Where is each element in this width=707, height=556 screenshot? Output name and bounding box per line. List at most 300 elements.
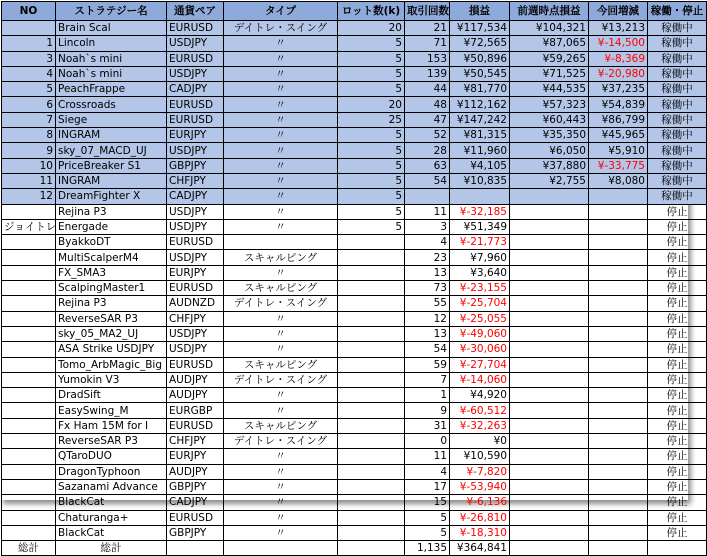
status-cell: 停止 bbox=[648, 204, 707, 219]
table-row[interactable] bbox=[2, 173, 707, 188]
header-type[interactable]: タイプ bbox=[224, 2, 338, 21]
diff-amount bbox=[589, 311, 648, 326]
status-cell: 停止 bbox=[648, 403, 707, 418]
strategy-type: 〃 bbox=[224, 143, 338, 158]
trade-count: 13 bbox=[405, 265, 450, 280]
profit-loss: ¥10,590 bbox=[450, 449, 510, 464]
lot-size bbox=[338, 464, 405, 479]
table-row[interactable] bbox=[2, 219, 707, 234]
lot-size bbox=[338, 250, 405, 265]
status-cell: 停止 bbox=[648, 388, 707, 403]
table-row[interactable] bbox=[2, 311, 707, 326]
strategy-type: スキャルピング bbox=[224, 281, 338, 296]
currency-pair: EURUSD bbox=[167, 357, 224, 372]
table-row[interactable] bbox=[2, 403, 707, 418]
status-cell: 稼働中 bbox=[648, 128, 707, 143]
diff-amount bbox=[589, 342, 648, 357]
strategy-name: ReverseSAR P3 bbox=[56, 311, 167, 326]
profit-loss: ¥147,242 bbox=[450, 112, 510, 127]
strategy-type: スキャルピング bbox=[224, 418, 338, 433]
prev-profit-loss bbox=[510, 204, 589, 219]
prev-profit-loss bbox=[510, 418, 589, 433]
header-lot[interactable]: ロット数(k) bbox=[338, 2, 405, 21]
diff-amount: ¥-14,500 bbox=[589, 36, 648, 51]
profit-loss: ¥-60,512 bbox=[450, 403, 510, 418]
table-row[interactable] bbox=[2, 36, 707, 51]
lot-size bbox=[338, 296, 405, 311]
lot-size bbox=[338, 510, 405, 525]
status-cell: 稼働中 bbox=[648, 36, 707, 51]
profit-loss: ¥50,545 bbox=[450, 66, 510, 81]
strategy-type: 〃 bbox=[224, 82, 338, 97]
profit-loss: ¥81,315 bbox=[450, 128, 510, 143]
table-row[interactable] bbox=[2, 510, 707, 525]
row-no: 1 bbox=[2, 36, 56, 51]
strategy-name: DreamFighter X bbox=[56, 189, 167, 204]
lot-size bbox=[338, 434, 405, 449]
total-label-2: 総計 bbox=[56, 541, 167, 556]
row-no bbox=[2, 357, 56, 372]
table-row[interactable] bbox=[2, 372, 707, 387]
prev-profit-loss bbox=[510, 525, 589, 540]
strategy-type: スキャルピング bbox=[224, 250, 338, 265]
table-row[interactable] bbox=[2, 525, 707, 540]
table-row[interactable] bbox=[2, 495, 707, 510]
currency-pair: USDJPY bbox=[167, 36, 224, 51]
lot-size bbox=[338, 479, 405, 494]
currency-pair: GBPJPY bbox=[167, 479, 224, 494]
strategy-type: 〃 bbox=[224, 403, 338, 418]
strategy-name: DragonTyphoon bbox=[56, 464, 167, 479]
row-no bbox=[2, 495, 56, 510]
status-cell: 停止 bbox=[648, 434, 707, 449]
status-cell: 停止 bbox=[648, 235, 707, 250]
status-cell: 停止 bbox=[648, 357, 707, 372]
status-cell: 稼働中 bbox=[648, 143, 707, 158]
strategy-type: 〃 bbox=[224, 525, 338, 540]
prev-profit-loss bbox=[510, 357, 589, 372]
diff-amount bbox=[589, 403, 648, 418]
lot-size: 5 bbox=[338, 219, 405, 234]
profit-loss: ¥-6,136 bbox=[450, 495, 510, 510]
strategy-name: sky_07_MACD_UJ bbox=[56, 143, 167, 158]
trade-count: 12 bbox=[405, 311, 450, 326]
trade-count: 11 bbox=[405, 204, 450, 219]
prev-profit-loss: ¥71,525 bbox=[510, 66, 589, 81]
row-no bbox=[2, 296, 56, 311]
strategy-name: Noah`s mini bbox=[56, 51, 167, 66]
header-trades[interactable]: 取引回数 bbox=[405, 2, 450, 21]
currency-pair: CHFJPY bbox=[167, 173, 224, 188]
table-row[interactable] bbox=[2, 128, 707, 143]
header-prev-pl[interactable]: 前週時点損益 bbox=[510, 2, 589, 21]
diff-amount: ¥45,965 bbox=[589, 128, 648, 143]
table-row[interactable] bbox=[2, 143, 707, 158]
strategy-name: INGRAM bbox=[56, 173, 167, 188]
lot-size: 20 bbox=[338, 21, 405, 36]
table-row[interactable] bbox=[2, 326, 707, 341]
row-no: 5 bbox=[2, 82, 56, 97]
row-no bbox=[2, 235, 56, 250]
diff-amount bbox=[589, 326, 648, 341]
table-row[interactable] bbox=[2, 281, 707, 296]
table-row[interactable] bbox=[2, 250, 707, 265]
profit-loss: ¥-25,055 bbox=[450, 311, 510, 326]
currency-pair: CHFJPY bbox=[167, 311, 224, 326]
prev-profit-loss: ¥87,065 bbox=[510, 36, 589, 51]
currency-pair: EURUSD bbox=[167, 510, 224, 525]
diff-amount: ¥5,910 bbox=[589, 143, 648, 158]
profit-loss: ¥-18,310 bbox=[450, 525, 510, 540]
strategy-type: デイトレ・スイング bbox=[224, 21, 338, 36]
strategy-name: BlackCat bbox=[56, 525, 167, 540]
strategy-name: DradSift bbox=[56, 388, 167, 403]
table-row[interactable] bbox=[2, 97, 707, 112]
currency-pair: USDJPY bbox=[167, 250, 224, 265]
strategy-name: Tomo_ArbMagic_Big bbox=[56, 357, 167, 372]
diff-amount bbox=[589, 418, 648, 433]
prev-profit-loss: ¥2,755 bbox=[510, 173, 589, 188]
lot-size: 5 bbox=[338, 173, 405, 188]
trade-count: 17 bbox=[405, 479, 450, 494]
diff-amount bbox=[589, 510, 648, 525]
status-cell: 稼働中 bbox=[648, 158, 707, 173]
prev-profit-loss bbox=[510, 326, 589, 341]
status-cell: 停止 bbox=[648, 449, 707, 464]
lot-size bbox=[338, 495, 405, 510]
diff-amount: ¥86,799 bbox=[589, 112, 648, 127]
diff-amount bbox=[589, 265, 648, 280]
strategy-type: 〃 bbox=[224, 510, 338, 525]
strategy-type: 〃 bbox=[224, 97, 338, 112]
trade-count: 63 bbox=[405, 158, 450, 173]
trade-count: 59 bbox=[405, 357, 450, 372]
lot-size bbox=[338, 372, 405, 387]
strategy-name: Rejina P3 bbox=[56, 204, 167, 219]
row-no: 6 bbox=[2, 97, 56, 112]
diff-amount bbox=[589, 388, 648, 403]
profit-loss: ¥0 bbox=[450, 434, 510, 449]
lot-size: 5 bbox=[338, 158, 405, 173]
diff-amount bbox=[589, 372, 648, 387]
row-no bbox=[2, 311, 56, 326]
status-cell: 停止 bbox=[648, 464, 707, 479]
diff-amount: ¥-20,980 bbox=[589, 66, 648, 81]
trade-count: 7 bbox=[405, 372, 450, 387]
status-cell: 停止 bbox=[648, 311, 707, 326]
trade-count: 4 bbox=[405, 464, 450, 479]
table-row[interactable] bbox=[2, 464, 707, 479]
total-pl: ¥364,841 bbox=[450, 541, 510, 556]
currency-pair: CADJPY bbox=[167, 189, 224, 204]
prev-profit-loss bbox=[510, 311, 589, 326]
currency-pair: AUDJPY bbox=[167, 464, 224, 479]
trade-count: 11 bbox=[405, 449, 450, 464]
row-no bbox=[2, 342, 56, 357]
table-row[interactable] bbox=[2, 342, 707, 357]
table-row[interactable] bbox=[2, 21, 707, 36]
status-cell: 停止 bbox=[648, 281, 707, 296]
diff-amount bbox=[589, 219, 648, 234]
strategy-name: ASA Strike USDJPY bbox=[56, 342, 167, 357]
row-no: 3 bbox=[2, 51, 56, 66]
strategy-name: BlackCat bbox=[56, 495, 167, 510]
trade-count: 3 bbox=[405, 219, 450, 234]
currency-pair: EURUSD bbox=[167, 97, 224, 112]
profit-loss bbox=[450, 189, 510, 204]
strategy-type: 〃 bbox=[224, 173, 338, 188]
strategy-type: 〃 bbox=[224, 112, 338, 127]
table-row[interactable] bbox=[2, 434, 707, 449]
diff-amount bbox=[589, 449, 648, 464]
row-no bbox=[2, 250, 56, 265]
lot-size: 5 bbox=[338, 128, 405, 143]
profit-loss: ¥-27,704 bbox=[450, 357, 510, 372]
row-no: 12 bbox=[2, 189, 56, 204]
strategy-name: ByakkoDT bbox=[56, 235, 167, 250]
prev-profit-loss bbox=[510, 342, 589, 357]
trade-count: 52 bbox=[405, 128, 450, 143]
status-cell: 稼働中 bbox=[648, 66, 707, 81]
status-cell: 稼働中 bbox=[648, 173, 707, 188]
row-no bbox=[2, 265, 56, 280]
strategy-type: 〃 bbox=[224, 311, 338, 326]
prev-profit-loss bbox=[510, 235, 589, 250]
row-no: 8 bbox=[2, 128, 56, 143]
table-row[interactable] bbox=[2, 112, 707, 127]
profit-loss: ¥-21,773 bbox=[450, 235, 510, 250]
table-row[interactable] bbox=[2, 235, 707, 250]
status-cell: 停止 bbox=[648, 250, 707, 265]
strategy-type: スキャルピング bbox=[224, 357, 338, 372]
currency-pair: GBPJPY bbox=[167, 158, 224, 173]
currency-pair: EURJPY bbox=[167, 265, 224, 280]
lot-size bbox=[338, 357, 405, 372]
strategy-type: 〃 bbox=[224, 51, 338, 66]
strategy-type: 〃 bbox=[224, 128, 338, 143]
table-row[interactable] bbox=[2, 51, 707, 66]
trade-count: 73 bbox=[405, 281, 450, 296]
strategy-name: Lincoln bbox=[56, 36, 167, 51]
strategy-type: 〃 bbox=[224, 219, 338, 234]
diff-amount bbox=[589, 235, 648, 250]
strategy-type: 〃 bbox=[224, 158, 338, 173]
lot-size bbox=[338, 326, 405, 341]
row-no bbox=[2, 403, 56, 418]
currency-pair: CADJPY bbox=[167, 82, 224, 97]
diff-amount bbox=[589, 479, 648, 494]
table-row[interactable] bbox=[2, 357, 707, 372]
header-pl[interactable]: 損益 bbox=[450, 2, 510, 21]
status-cell: 停止 bbox=[648, 342, 707, 357]
prev-profit-loss: ¥6,050 bbox=[510, 143, 589, 158]
diff-amount bbox=[589, 296, 648, 311]
prev-profit-loss bbox=[510, 250, 589, 265]
profit-loss: ¥4,105 bbox=[450, 158, 510, 173]
table-row[interactable] bbox=[2, 189, 707, 204]
strategy-type: 〃 bbox=[224, 495, 338, 510]
currency-pair: EURJPY bbox=[167, 128, 224, 143]
row-no: 10 bbox=[2, 158, 56, 173]
currency-pair: EURUSD bbox=[167, 235, 224, 250]
row-no bbox=[2, 21, 56, 36]
total-trades: 1,135 bbox=[405, 541, 450, 556]
table-row[interactable] bbox=[2, 388, 707, 403]
lot-size: 20 bbox=[338, 97, 405, 112]
header-diff[interactable]: 今回増減 bbox=[589, 2, 648, 21]
lot-size bbox=[338, 525, 405, 540]
strategy-type: 〃 bbox=[224, 449, 338, 464]
prev-profit-loss bbox=[510, 403, 589, 418]
profit-loss: ¥-32,185 bbox=[450, 204, 510, 219]
strategy-name: QTaroDUO bbox=[56, 449, 167, 464]
prev-profit-loss: ¥104,321 bbox=[510, 21, 589, 36]
trade-count: 28 bbox=[405, 143, 450, 158]
table-row[interactable] bbox=[2, 158, 707, 173]
diff-amount: ¥-8,369 bbox=[589, 51, 648, 66]
row-no bbox=[2, 388, 56, 403]
strategy-name: Brain Scal bbox=[56, 21, 167, 36]
strategy-name: Noah`s mini bbox=[56, 66, 167, 81]
row-no bbox=[2, 434, 56, 449]
trade-count: 0 bbox=[405, 434, 450, 449]
profit-loss: ¥-7,820 bbox=[450, 464, 510, 479]
strategy-type: 〃 bbox=[224, 464, 338, 479]
strategy-name: Siege bbox=[56, 112, 167, 127]
prev-profit-loss bbox=[510, 296, 589, 311]
row-no bbox=[2, 510, 56, 525]
prev-profit-loss: ¥57,323 bbox=[510, 97, 589, 112]
row-no: 9 bbox=[2, 143, 56, 158]
status-cell: 稼働中 bbox=[648, 97, 707, 112]
header-status[interactable]: 稼働・停止 bbox=[648, 2, 707, 21]
strategy-name: Crossroads bbox=[56, 97, 167, 112]
diff-amount bbox=[589, 525, 648, 540]
currency-pair: AUDJPY bbox=[167, 388, 224, 403]
prev-profit-loss: ¥35,350 bbox=[510, 128, 589, 143]
status-cell: 停止 bbox=[648, 265, 707, 280]
table-row[interactable] bbox=[2, 479, 707, 494]
profit-loss: ¥-25,704 bbox=[450, 296, 510, 311]
lot-size bbox=[338, 311, 405, 326]
trade-count: 31 bbox=[405, 418, 450, 433]
status-cell: 停止 bbox=[648, 296, 707, 311]
strategy-name: INGRAM bbox=[56, 128, 167, 143]
status-cell: 停止 bbox=[648, 495, 707, 510]
trade-count: 23 bbox=[405, 250, 450, 265]
lot-size: 5 bbox=[338, 82, 405, 97]
total-row bbox=[2, 541, 707, 556]
prev-profit-loss bbox=[510, 388, 589, 403]
table-row[interactable] bbox=[2, 82, 707, 97]
trade-count: 47 bbox=[405, 112, 450, 127]
diff-amount bbox=[589, 464, 648, 479]
status-cell: 停止 bbox=[648, 525, 707, 540]
row-no bbox=[2, 479, 56, 494]
currency-pair: CHFJPY bbox=[167, 434, 224, 449]
lot-size: 5 bbox=[338, 36, 405, 51]
prev-profit-loss bbox=[510, 219, 589, 234]
profit-loss: ¥72,565 bbox=[450, 36, 510, 51]
profit-loss: ¥81,770 bbox=[450, 82, 510, 97]
lot-size bbox=[338, 235, 405, 250]
header-pair[interactable]: 通貨ペア bbox=[167, 2, 224, 21]
diff-amount bbox=[589, 495, 648, 510]
header-strategy[interactable]: ストラテジー名 bbox=[56, 2, 167, 21]
lot-size: 5 bbox=[338, 51, 405, 66]
strategy-type: デイトレ・スイング bbox=[224, 372, 338, 387]
strategy-type: 〃 bbox=[224, 265, 338, 280]
status-cell: 停止 bbox=[648, 219, 707, 234]
trade-count: 13 bbox=[405, 326, 450, 341]
strategy-name: FX_SMA3 bbox=[56, 265, 167, 280]
status-cell: 稼働中 bbox=[648, 51, 707, 66]
lot-size bbox=[338, 388, 405, 403]
strategy-type: 〃 bbox=[224, 204, 338, 219]
trade-count: 139 bbox=[405, 66, 450, 81]
table-row[interactable] bbox=[2, 449, 707, 464]
currency-pair: EURGBP bbox=[167, 403, 224, 418]
strategy-type: 〃 bbox=[224, 189, 338, 204]
row-no bbox=[2, 326, 56, 341]
currency-pair: CADJPY bbox=[167, 495, 224, 510]
profit-loss: ¥10,835 bbox=[450, 173, 510, 188]
diff-amount: ¥13,213 bbox=[589, 21, 648, 36]
header-no[interactable]: NO bbox=[2, 2, 56, 21]
diff-amount bbox=[589, 204, 648, 219]
profit-loss: ¥-26,810 bbox=[450, 510, 510, 525]
strategy-name: MultiScalperM4 bbox=[56, 250, 167, 265]
strategy-table bbox=[1, 1, 707, 556]
diff-amount bbox=[589, 189, 648, 204]
strategy-name: PeachFrappe bbox=[56, 82, 167, 97]
table-row[interactable] bbox=[2, 418, 707, 433]
profit-loss: ¥-14,060 bbox=[450, 372, 510, 387]
trade-count: 15 bbox=[405, 495, 450, 510]
row-no bbox=[2, 372, 56, 387]
lot-size bbox=[338, 281, 405, 296]
currency-pair: EURUSD bbox=[167, 112, 224, 127]
table-row[interactable] bbox=[2, 204, 707, 219]
row-no: 4 bbox=[2, 66, 56, 81]
trade-count: 5 bbox=[405, 525, 450, 540]
lot-size bbox=[338, 265, 405, 280]
strategy-type: 〃 bbox=[224, 479, 338, 494]
currency-pair: USDJPY bbox=[167, 342, 224, 357]
strategy-type: 〃 bbox=[224, 388, 338, 403]
table-row[interactable] bbox=[2, 66, 707, 81]
trade-count: 54 bbox=[405, 342, 450, 357]
status-cell: 停止 bbox=[648, 510, 707, 525]
status-cell: 停止 bbox=[648, 372, 707, 387]
prev-profit-loss bbox=[510, 265, 589, 280]
diff-amount bbox=[589, 357, 648, 372]
status-cell: 稼働中 bbox=[648, 112, 707, 127]
trade-count: 5 bbox=[405, 510, 450, 525]
currency-pair: USDJPY bbox=[167, 204, 224, 219]
diff-amount bbox=[589, 434, 648, 449]
lot-size: 5 bbox=[338, 204, 405, 219]
prev-profit-loss: ¥44,535 bbox=[510, 82, 589, 97]
prev-profit-loss bbox=[510, 510, 589, 525]
strategy-type: 〃 bbox=[224, 66, 338, 81]
lot-size bbox=[338, 449, 405, 464]
table-row[interactable] bbox=[2, 265, 707, 280]
currency-pair: AUDNZD bbox=[167, 296, 224, 311]
trade-count: 55 bbox=[405, 296, 450, 311]
profit-loss: ¥-53,940 bbox=[450, 479, 510, 494]
table-row[interactable] bbox=[2, 296, 707, 311]
